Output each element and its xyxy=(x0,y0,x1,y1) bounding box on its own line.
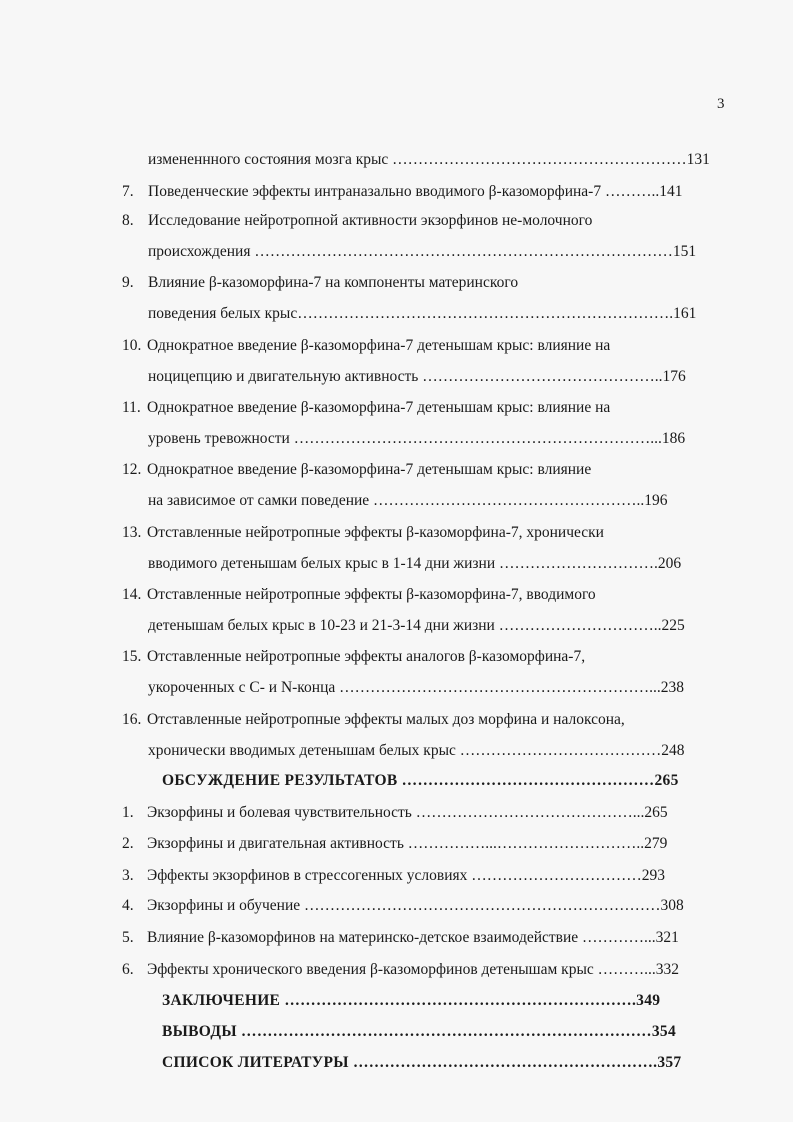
toc-line-text: Влияние β-казоморфина-7 на компоненты материнского xyxy=(148,274,519,291)
toc-line-text: Влияние β-казоморфинов на материнско-детское взаимодействие …………...321 xyxy=(147,929,679,946)
toc-line-text: поведения белых крыс……………………………………………………………….161 xyxy=(148,305,697,322)
toc-line-text: Отставленные нейротропные эффекты аналогов β-казоморфина-7, xyxy=(147,648,586,665)
toc-line-number: 8. xyxy=(122,212,134,229)
toc-line-text: Однократное введение β-казоморфина-7 детенышам крыс: влияние xyxy=(147,461,592,478)
toc-line-text: Отставленные нейротропные эффекты малых доз морфина и налоксона, xyxy=(147,711,625,728)
toc-line-number: 14. xyxy=(122,586,142,603)
toc-line-number: 5. xyxy=(122,929,134,946)
page-number: 3 xyxy=(717,96,725,112)
toc-line-text: укороченных с С- и N-конца ……………………………………………………...238 xyxy=(148,679,685,696)
toc-line-text: Эффекты экзорфинов в стрессогенных условиях ……………………………293 xyxy=(147,867,666,884)
toc-line-text: Экзорфины и болевая чувствительность ……………………………………...265 xyxy=(147,804,668,821)
toc-line-text: происхождения ………………………………………………………………………151 xyxy=(148,243,697,260)
toc-line-text: Исследование нейротропной активности экзорфинов не-молочного xyxy=(148,212,593,229)
toc-line-text: на зависимое от самки поведение ……………………………………………..196 xyxy=(148,492,668,509)
toc-line-text: вводимого детенышам белых крыс в 1-14 дни жизни ………………………….206 xyxy=(148,555,682,572)
toc-line-number: 9. xyxy=(122,274,134,291)
toc-line-text: детенышам белых крыс в 10-23 и 21-3-14 дни жизни …………………………..225 xyxy=(148,617,685,634)
toc-line-text: измененнного состояния мозга крыс …………………………………………………131 xyxy=(148,151,710,168)
toc-line-text: Отставленные нейротропные эффекты β-казоморфина-7, хронически xyxy=(147,524,604,541)
toc-line-text: уровень тревожности ……………………………………………………………...186 xyxy=(148,430,686,447)
toc-line-number: 4. xyxy=(122,897,134,914)
toc-line-text: Однократное введение β-казоморфина-7 детенышам крыс: влияние на xyxy=(147,399,611,416)
toc-heading-text: ОБСУЖДЕНИЕ РЕЗУЛЬТАТОВ …………………………………………265 xyxy=(162,772,679,789)
toc-line-number: 7. xyxy=(122,183,134,200)
toc-line-number: 15. xyxy=(122,648,142,665)
toc-line-number: 2. xyxy=(122,835,134,852)
toc-line-number: 16. xyxy=(122,711,142,728)
toc-line-number: 3. xyxy=(122,867,134,884)
toc-line-text: ноцицепцию и двигательную активность ………………………………………..176 xyxy=(148,368,686,385)
toc-heading-text: ЗАКЛЮЧЕНИЕ ………………………………………………………….349 xyxy=(162,992,661,1009)
toc-line-text: хронически вводимых детенышам белых крыс …………………………………248 xyxy=(148,742,685,759)
toc-line-number: 12. xyxy=(122,461,142,478)
toc-line-text: Экзорфины и обучение ……………………………………………………………308 xyxy=(147,897,684,914)
toc-line-number: 6. xyxy=(122,961,134,978)
toc-line-text: Эффекты хронического введения β-казоморфинов детенышам крыс ………...332 xyxy=(147,961,679,978)
toc-line-text: Поведенческие эффекты интраназально вводимого β-казоморфина-7 ………..141 xyxy=(148,183,683,200)
toc-heading-text: СПИСОК ЛИТЕРАТУРЫ ………………………………………………….357 xyxy=(162,1054,682,1071)
toc-line-number: 11. xyxy=(122,399,141,416)
toc-line-number: 13. xyxy=(122,524,142,541)
toc-line-text: Однократное введение β-казоморфина-7 детенышам крыс: влияние на xyxy=(147,337,611,354)
toc-line-text: Отставленные нейротропные эффекты β-казоморфина-7, вводимого xyxy=(147,586,596,603)
toc-line-number: 1. xyxy=(122,804,134,821)
toc-line-text: Экзорфины и двигательная активность ……………...………………………..279 xyxy=(147,835,668,852)
toc-line-number: 10. xyxy=(122,337,142,354)
toc-heading-text: ВЫВОДЫ ……………………………………………………………………354 xyxy=(162,1023,676,1040)
